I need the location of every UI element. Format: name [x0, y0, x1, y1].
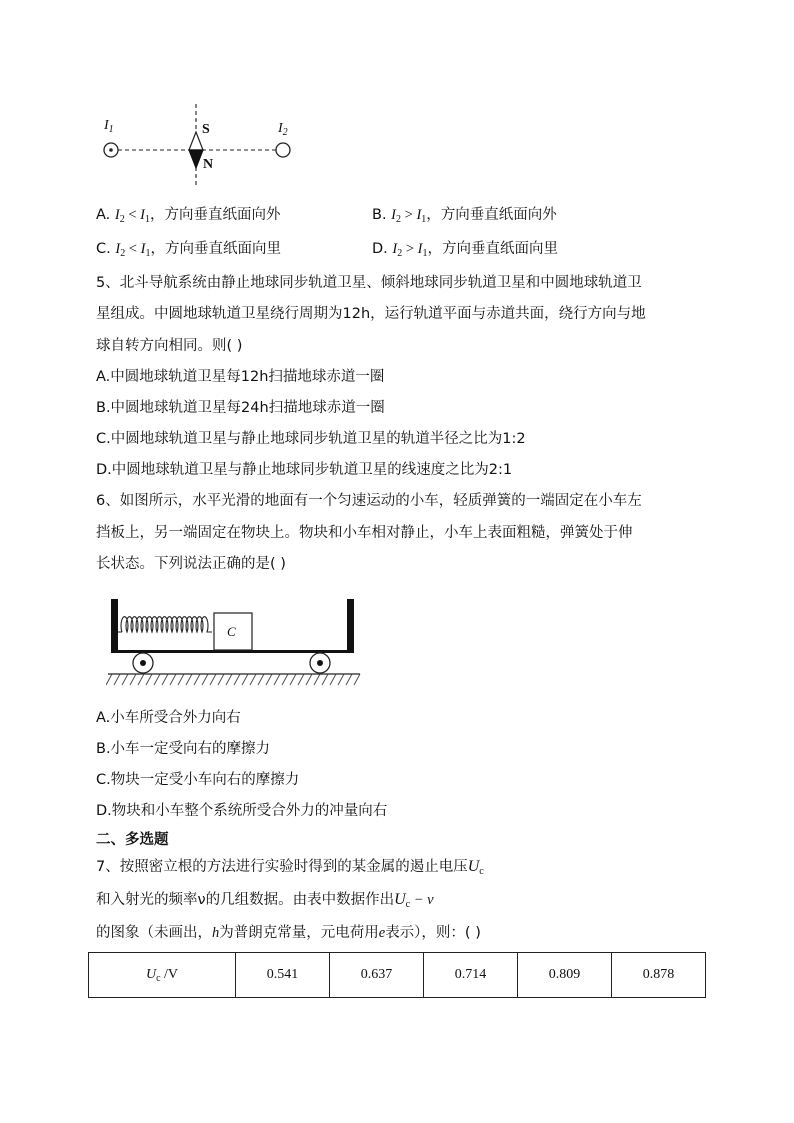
table-row	[89, 953, 706, 998]
section-heading-multiple-choice: 二、多选题	[96, 832, 169, 848]
q6-option-a: A.小车所受合外力向右	[96, 710, 241, 726]
q5-stem-line-3: 球自转方向相同。则( )	[96, 338, 243, 354]
q5-option-d: D.中圆地球轨道卫星与静止地球同步轨道卫星的线速度之比为2:1	[96, 462, 513, 478]
q6-stem-line-1: 6、如图所示，水平光滑的地面有一个匀速运动的小车，轻质弹簧的一端固定在小车左	[96, 493, 642, 509]
q6-option-b: B.小车一定受向右的摩擦力	[96, 741, 271, 757]
q6-stem-line-3: 长状态。下列说法正确的是( )	[96, 556, 286, 572]
spring	[118, 617, 212, 632]
table-cell: 0.541	[236, 953, 330, 998]
q5-stem-line-1: 5、北斗导航系统由静止地球同步轨道卫星、倾斜地球同步轨道卫星和中圆地球轨道卫	[96, 275, 642, 291]
table-header-cell: $U_c$ /V	[89, 953, 236, 998]
cart-left-wall	[111, 599, 118, 652]
q6-stem-line-2: 挡板上，另一端固定在物块上。物块和小车相对静止，小车上表面粗糙，弹簧处于伸	[96, 525, 633, 541]
q5-option-b: B.中圆地球轨道卫星每24h扫描地球赤道一圈	[96, 400, 385, 416]
ground-hatching	[106, 674, 360, 685]
label-i1: $I_1$	[104, 118, 114, 135]
block-c-label: C	[227, 624, 236, 639]
table-cell: 0.637	[330, 953, 424, 998]
q5-option-a: A.中圆地球轨道卫星每12h扫描地球赤道一圈	[96, 369, 385, 385]
q4-option-b: B. $I_2 > I_1$，方向垂直纸面向外	[372, 207, 557, 225]
q4-option-c: C. $I_2 < I_1$，方向垂直纸面向里	[96, 241, 281, 259]
compass-needle-north	[189, 150, 203, 168]
wheel-left-hub	[140, 660, 146, 666]
wheel-right-hub	[317, 660, 323, 666]
label-n: N	[203, 157, 214, 172]
q4-compass-figure	[100, 100, 300, 192]
q7-data-table	[88, 952, 706, 998]
q6-option-d: D.物块和小车整个系统所受合外力的冲量向右	[96, 803, 388, 819]
label-i2: $I_2$	[278, 121, 288, 138]
label-s: S	[202, 122, 210, 137]
q5-option-c: C.中圆地球轨道卫星与静止地球同步轨道卫星的轨道半径之比为1:2	[96, 431, 526, 447]
q7-stem-line-3: 的图象（未画出，h为普朗克常量，元电荷用e表示），则：( )	[96, 925, 481, 941]
compass-needle-south	[189, 132, 203, 150]
q6-option-c: C.物块一定受小车向右的摩擦力	[96, 772, 300, 788]
table-cell: 0.878	[612, 953, 706, 998]
q5-stem-line-2: 星组成。中圆地球轨道卫星绕行周期为12h，运行轨道平面与赤道共面，绕行方向与地	[96, 306, 646, 322]
q6-cart-figure	[106, 596, 362, 690]
q4-option-d: D. $I_2 > I_1$，方向垂直纸面向里	[372, 241, 559, 259]
wire-i1-dot	[109, 148, 113, 152]
q7-stem-line-2: 和入射光的频率ν的几组数据。由表中数据作出$U_c - \nu$	[96, 891, 434, 910]
q4-option-a: A. $I_2 < I_1$，方向垂直纸面向外	[96, 207, 281, 225]
table-cell: 0.714	[424, 953, 518, 998]
wire-i2-circle	[276, 143, 290, 157]
table-cell: 0.809	[518, 953, 612, 998]
q7-stem-line-1: 7、按照密立根的方法进行实验时得到的某金属的遏止电压$U_c$	[96, 858, 484, 877]
cart-right-wall	[347, 599, 354, 652]
